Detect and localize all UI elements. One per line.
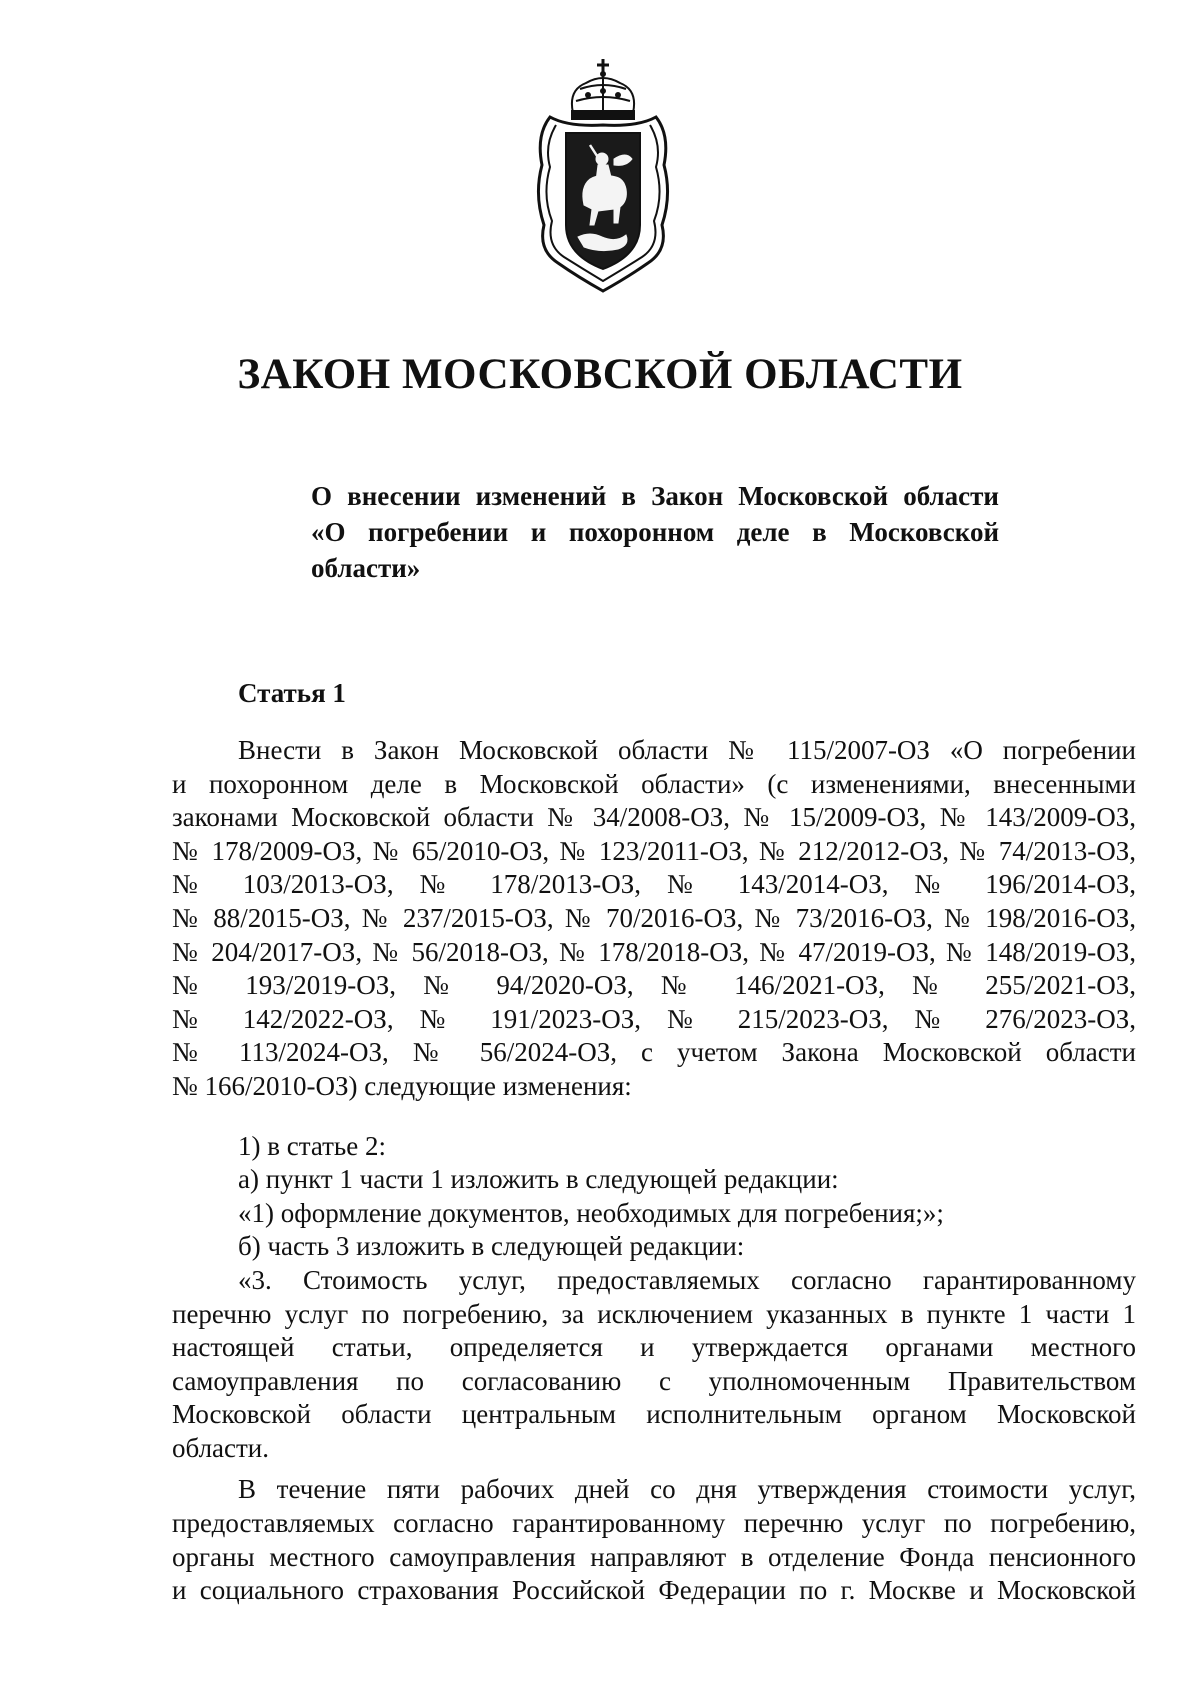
coat-of-arms-emblem (528, 55, 678, 295)
text-line: и похоронном деле в Московской области» (с изменениями, внесенными (172, 768, 1136, 799)
list-item: «1) оформление документов, необходимых для погребения;»; (238, 1197, 944, 1228)
text-line: самоуправления по согласованию с уполномоченным Правительством (172, 1365, 1136, 1396)
text-line: «3. Стоимость услуг, предоставляемых согласно гарантированному (238, 1264, 1136, 1295)
subtitle-line: области» (311, 553, 421, 583)
text-line: перечню услуг по погребению, за исключением указанных в пункте 1 части 1 (172, 1298, 1136, 1329)
text-line: № 142/2022-ОЗ, № 191/2023-ОЗ, № 215/2023-ОЗ, № 276/2023-ОЗ, (172, 1003, 1136, 1034)
text-line: органы местного самоуправления направляют в отделение Фонда пенсионного (172, 1541, 1136, 1572)
text-line: области. (172, 1432, 270, 1463)
text-line: В течение пяти рабочих дней со дня утверждения стоимости услуг, (238, 1474, 1136, 1505)
text-line: № 166/2010-ОЗ) следующие изменения: (172, 1070, 632, 1101)
list-item: б) часть 3 изложить в следующей редакции: (238, 1231, 745, 1262)
text-line: № 113/2024-ОЗ, № 56/2024-ОЗ, с учетом Закона Московской области (172, 1037, 1136, 1068)
subtitle-line: «О погребении и похоронном деле в Московской (311, 517, 999, 547)
text-line: № 103/2013-ОЗ, № 178/2013-ОЗ, № 143/2014-ОЗ, № 196/2014-ОЗ, (172, 869, 1136, 900)
text-line: № 193/2019-ОЗ, № 94/2020-ОЗ, № 146/2021-ОЗ, № 255/2021-ОЗ, (172, 970, 1136, 1001)
document-title: ЗАКОН МОСКОВСКОЙ ОБЛАСТИ (237, 351, 963, 398)
article-heading: Статья 1 (238, 678, 346, 708)
text-line: законами Московской области № 34/2008-ОЗ, № 15/2009-ОЗ, № 143/2009-ОЗ, (172, 802, 1136, 833)
text-line: предоставляемых согласно гарантированному перечню услуг по погребению, (172, 1508, 1136, 1539)
article-body (172, 734, 1136, 1608)
list-item: а) пункт 1 части 1 изложить в следующей редакции: (238, 1164, 839, 1195)
text-line: № 178/2009-ОЗ, № 65/2010-ОЗ, № 123/2011-ОЗ, № 212/2012-ОЗ, № 74/2013-ОЗ, (172, 835, 1136, 866)
list-item: 1) в статье 2: (238, 1130, 386, 1161)
text-line: настоящей статьи, определяется и утверждается органами местного (172, 1332, 1136, 1363)
text-line: и социального страхования Российской Федерации по г. Москве и Московской (172, 1575, 1136, 1606)
text-line: № 204/2017-ОЗ, № 56/2018-ОЗ, № 178/2018-ОЗ, № 47/2019-ОЗ, № 148/2019-ОЗ, (172, 936, 1136, 967)
text-line: № 88/2015-ОЗ, № 237/2015-ОЗ, № 70/2016-ОЗ, № 73/2016-ОЗ, № 198/2016-ОЗ, (172, 902, 1136, 933)
subtitle-line: О внесении изменений в Закон Московской области (311, 481, 999, 511)
text-line: Московской области центральным исполнительным органом Московской (172, 1399, 1136, 1430)
text-line: Внести в Закон Московской области № 115/2007-ОЗ «О погребении (238, 735, 1136, 765)
moscow-oblast-coat-of-arms-icon (528, 55, 678, 295)
law-subtitle (311, 478, 999, 586)
